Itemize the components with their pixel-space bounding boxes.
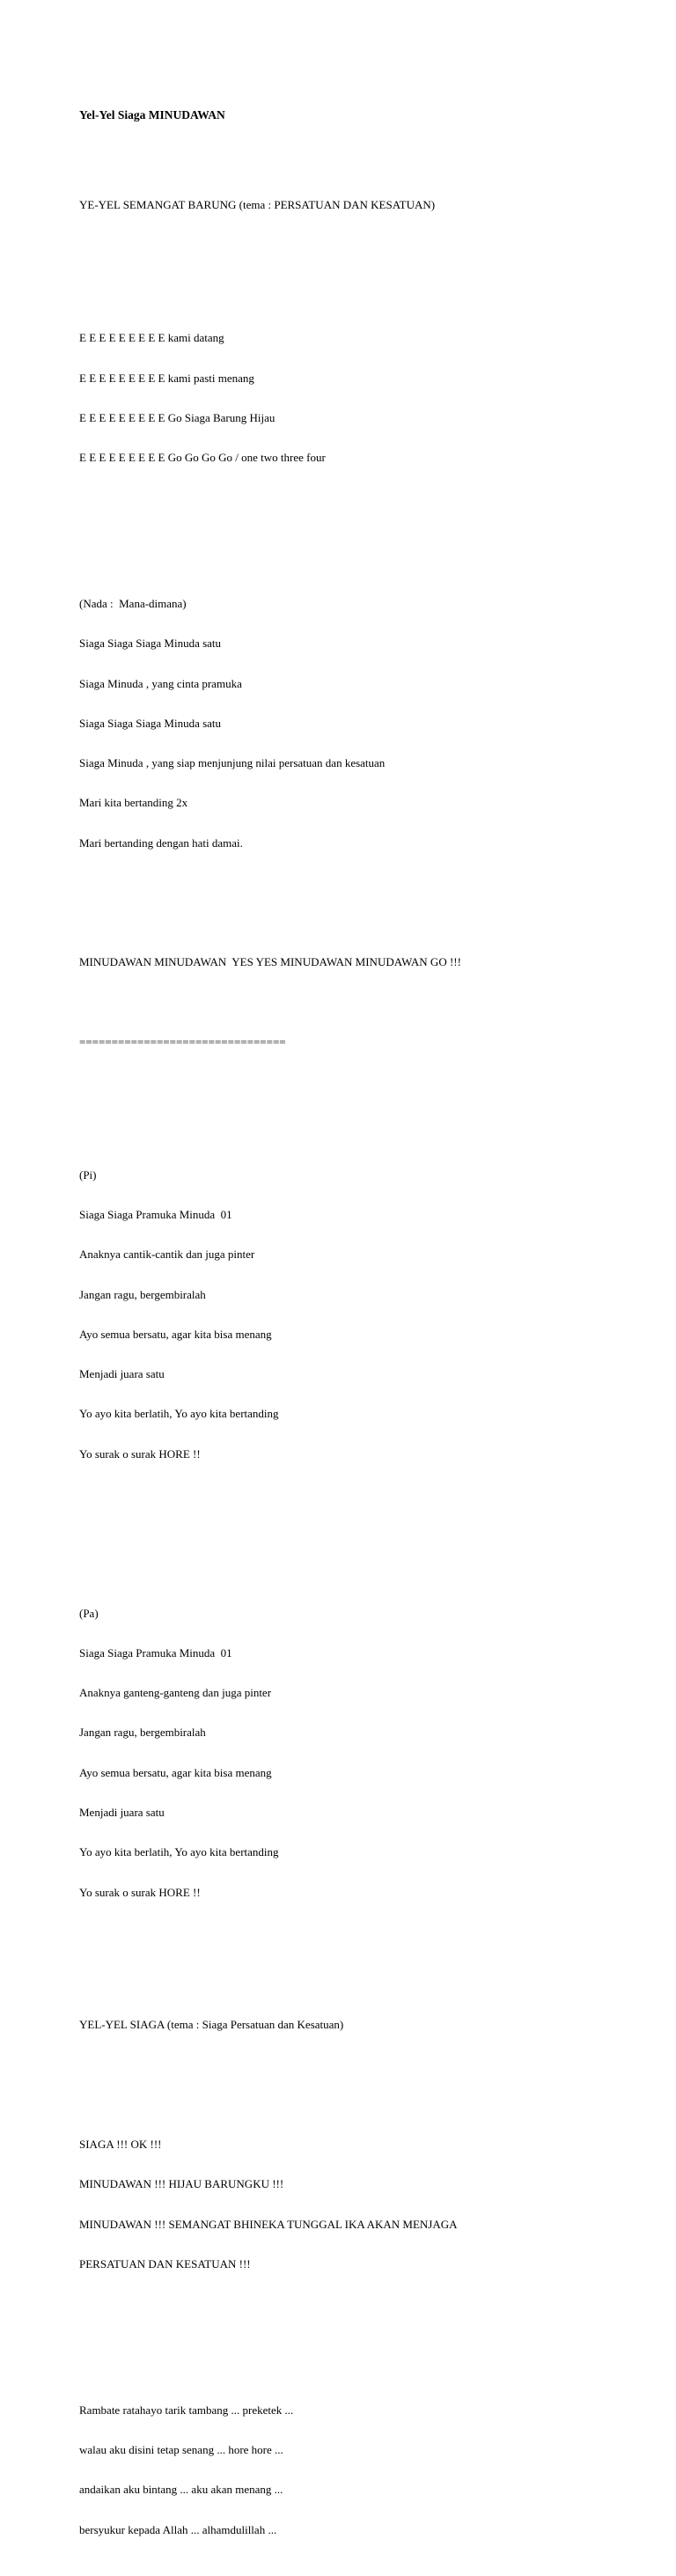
pi-line: Anaknya cantik-cantik dan juga pinter	[79, 1248, 255, 1262]
rambate-line: Rambate ratahayo tarik tambang ... preketek ...	[79, 2403, 294, 2417]
pi-line: Menjadi juara satu	[79, 1367, 165, 1381]
chant-line: E E E E E E E E E Go Siaga Barung Hijau	[79, 410, 276, 424]
rambate-line: bersyukur kepada Allah ... alhamdulillah ...	[79, 2522, 277, 2536]
shout-line: MINUDAWAN !!! HIJAU BARUNGKU !!!	[79, 2177, 284, 2191]
pa-line: Yo surak o surak HORE !!	[79, 1885, 201, 1899]
document-page	[79, 81, 643, 2576]
pa-line: Siaga Siaga Pramuka Minuda 01	[79, 1645, 232, 1660]
song-line: Siaga Siaga Siaga Minuda satu	[79, 716, 222, 730]
document-title: Yel-Yel Siaga MINUDAWAN	[79, 108, 225, 122]
section3-shout	[79, 2111, 643, 2297]
shout-line: SIAGA !!! OK !!!	[79, 2138, 162, 2152]
song-line: Siaga Minuda , yang siap menjunjung nilai persatuan dan kesatuan	[79, 756, 386, 770]
pi-line: Yo ayo kita berlatih, Yo ayo kita bertanding	[79, 1407, 279, 1421]
pa-line: (Pa)	[79, 1606, 99, 1620]
shout-line: PERSATUAN DAN KESATUAN !!!	[79, 2256, 251, 2271]
pi-line: Siaga Siaga Pramuka Minuda 01	[79, 1207, 232, 1221]
pa-line: Yo ayo kita berlatih, Yo ayo kita bertanding	[79, 1845, 279, 1859]
section3-heading: YEL-YEL SIAGA (tema : Siaga Persatuan dan Kesatuan)	[79, 2018, 344, 2032]
section1-chant	[79, 305, 643, 490]
song-line: Siaga Siaga Siaga Minuda satu	[79, 637, 222, 651]
section2-pi	[79, 1141, 643, 1486]
pi-line: Jangan ragu, bergembiralah	[79, 1287, 206, 1301]
shout-line: MINUDAWAN !!! SEMANGAT BHINEKA TUNGGAL IKA AKAN MENJAGA	[79, 2217, 458, 2231]
chant-line: E E E E E E E E E kami datang	[79, 331, 224, 345]
section2-pa	[79, 1579, 643, 1925]
pa-line: Ayo semua bersatu, agar kita bisa menang	[79, 1765, 272, 1779]
pa-line: Menjadi juara satu	[79, 1805, 165, 1819]
pi-line: Yo surak o surak HORE !!	[79, 1446, 201, 1461]
pa-line: Anaknya ganteng-ganteng dan juga pinter	[79, 1686, 272, 1700]
rambate-line: walau aku disini tetap senang ... hore hore ...	[79, 2443, 283, 2457]
section1-shout: MINUDAWAN MINUDAWAN YES YES MINUDAWAN MINUDAWAN GO !!!	[79, 955, 461, 969]
song-line: (Nada : Mana-dimana)	[79, 597, 187, 610]
chant-line: E E E E E E E E E kami pasti menang	[79, 371, 254, 385]
song-line: Siaga Minuda , yang cinta pramuka	[79, 676, 242, 690]
song-line: Mari kita bertanding 2x	[79, 796, 188, 810]
section3-rambate	[79, 2377, 643, 2563]
section1-heading: YE-YEL SEMANGAT BARUNG (tema : PERSATUAN DAN KESATUAN)	[79, 198, 436, 212]
pi-line: (Pi)	[79, 1167, 97, 1181]
pa-line: Jangan ragu, bergembiralah	[79, 1726, 206, 1740]
pi-line: Ayo semua bersatu, agar kita bisa menang	[79, 1327, 272, 1341]
chant-line: E E E E E E E E E Go Go Go Go / one two three four	[79, 451, 326, 465]
divider: ================================	[79, 1034, 286, 1049]
section1-song	[79, 570, 643, 876]
song-line: Mari bertanding dengan hati damai.	[79, 835, 243, 850]
rambate-line: andaikan aku bintang ... aku akan menang ...	[79, 2483, 283, 2497]
